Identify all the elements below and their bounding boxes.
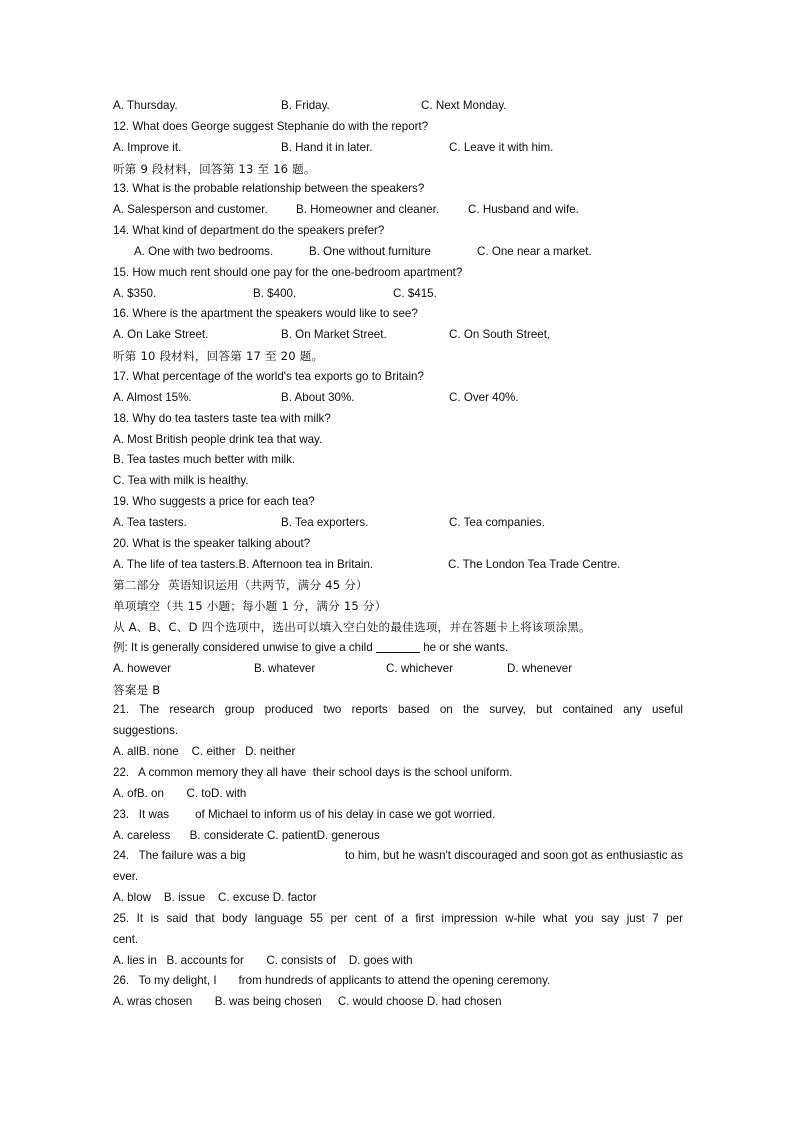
example-option-c: C. whichever: [386, 661, 454, 675]
q16-options: [113, 325, 683, 346]
q15-option-a: A. $350.: [113, 286, 157, 300]
q13-stem: 13. What is the probable relationship between the speakers?: [113, 182, 425, 196]
q23-stem-pre: 23. It was: [113, 807, 170, 821]
q26-stem-post: from hundreds of applicants to attend the opening ceremony.: [238, 974, 551, 988]
q16-option-c: C. On South Street,: [449, 328, 551, 342]
example-option-b: B. whatever: [254, 661, 316, 675]
q16-option-a: A. On Lake Street.: [113, 328, 209, 342]
section-1-heading: 单项填空（共 15 小题；每小题 1 分，满分 15 分）: [113, 599, 387, 614]
q24-stem-post: to him, but he wasn't discouraged and soon got as enthusiastic as: [345, 849, 683, 863]
q18-stem: 18. Why do tea tasters taste tea with milk?: [113, 411, 331, 425]
q20-stem: 20. What is the speaker talking about?: [113, 536, 311, 550]
q21-options: A. allB. none C. either D. neither: [113, 745, 296, 759]
q26-stem-pre: 26. To my delight, I: [113, 974, 217, 988]
q17-stem: 17. What percentage of the world's tea exports go to Britain?: [113, 369, 424, 383]
q16-stem: 16. Where is the apartment the speakers would like to see?: [113, 307, 418, 321]
q19-options: [113, 513, 683, 534]
q13-options: [113, 200, 683, 221]
q17-options: [113, 388, 683, 409]
q14-options: [113, 242, 683, 263]
q23-options: A. careless B. considerate C. patientD. generous: [113, 828, 380, 842]
example-answer: 答案是 B: [113, 682, 161, 697]
q21-stem-line2: suggestions.: [113, 724, 179, 738]
q19-option-b: B. Tea exporters.: [281, 515, 369, 529]
example-stem: [113, 638, 683, 659]
q11-option-b: B. Friday.: [281, 99, 330, 112]
q15-option-b: B. $400.: [253, 286, 297, 300]
example-stem-pre: 例: It is generally considered unwise to give a child: [113, 640, 373, 654]
q26-options: A. wras chosen B. was being chosen C. would choose D. had chosen: [113, 995, 502, 1009]
q20-option-ab: A. The life of tea tasters.B. Afternoon tea in Britain.: [113, 557, 374, 571]
q23-stem-post: of Michael to inform us of his delay in case we got worried.: [195, 807, 496, 821]
q22-stem: 22. A common memory they all have their school days is the school uniform.: [113, 766, 513, 779]
q17-option-b: B. About 30%.: [281, 390, 355, 404]
q18-option-c: C. Tea with milk is healthy.: [113, 474, 249, 488]
q26-stem: [113, 971, 683, 992]
q11-options: [113, 96, 683, 117]
q12-option-c: C. Leave it with him.: [449, 140, 554, 154]
q12-option-a: A. Improve it.: [113, 140, 182, 154]
q12-options: [113, 138, 683, 159]
q21-stem-line1: 21. The research group produced two reports based on the survey, but contained any useful: [113, 703, 683, 717]
q14-option-a: A. One with two bedrooms.: [134, 244, 274, 258]
instructions: 从 A、B、C、D 四个选项中，选出可以填入空白处的最佳选项，并在答题卡上将该项涂黑。: [113, 620, 591, 635]
q13-option-c: C. Husband and wife.: [468, 203, 579, 217]
q11-option-a: A. Thursday.: [113, 99, 178, 112]
q15-option-c: C. $415.: [393, 286, 437, 300]
example-option-a: A. however: [113, 661, 171, 675]
section-9-heading: 听第 9 段材料，回答第 13 至 16 题。: [113, 161, 316, 176]
q14-option-c: C. One near a market.: [477, 244, 592, 258]
q18-option-a: A. Most British people drink tea that way.: [113, 432, 323, 446]
q20-options: [113, 555, 683, 576]
q12-option-b: B. Hand it in later.: [281, 140, 373, 154]
q16-option-b: B. On Market Street.: [281, 328, 387, 342]
q13-option-b: B. Homeowner and cleaner.: [296, 203, 440, 217]
q25-stem-line1: 25. It is said that body language 55 per cent of a first impression w-hile what you say just 7 per: [113, 911, 683, 925]
example-option-d: D. whenever: [507, 661, 573, 675]
example-blank: [376, 640, 420, 653]
q20-option-c: C. The London Tea Trade Centre.: [448, 557, 621, 571]
q22-options: A. ofB. on C. toD. with: [113, 786, 247, 800]
q23-stem: [113, 805, 683, 826]
q17-option-a: A. Almost 15%.: [113, 390, 192, 404]
q19-option-c: C. Tea companies.: [449, 515, 545, 529]
q24-options: A. blow B. issue C. excuse D. factor: [113, 891, 317, 905]
q15-stem: 15. How much rent should one pay for the one-bedroom apartment?: [113, 265, 463, 279]
q24-stem-line2: ever.: [113, 870, 139, 884]
q19-option-a: A. Tea tasters.: [113, 515, 187, 529]
q19-stem: 19. Who suggests a price for each tea?: [113, 495, 315, 509]
q25-stem-line2: cent.: [113, 932, 139, 946]
q17-option-c: C. Over 40%.: [449, 390, 519, 404]
part-2-heading: 第二部分 英语知识运用（共两节，满分 45 分）: [113, 578, 368, 593]
q13-option-a: A. Salesperson and customer.: [113, 203, 268, 217]
q15-options: [113, 284, 683, 305]
q11-option-c: C. Next Monday.: [421, 99, 507, 112]
q24-stem-line1: [113, 846, 683, 867]
q25-options: A. lies in B. accounts for C. consists of D. goes with: [113, 953, 413, 967]
q14-stem: 14. What kind of department do the speakers prefer?: [113, 224, 385, 238]
q24-stem-pre: 24. The failure was a big: [113, 849, 246, 863]
example-stem-post: he or she wants.: [423, 640, 509, 654]
exam-page: [113, 96, 683, 1013]
example-options: [113, 659, 683, 680]
q12-stem: 12. What does George suggest Stephanie do with the report?: [113, 119, 429, 133]
q14-option-b: B. One without furniture: [309, 244, 431, 258]
q18-option-b: B. Tea tastes much better with milk.: [113, 453, 296, 467]
section-10-heading: 听第 10 段材料，回答第 17 至 20 题。: [113, 349, 324, 364]
